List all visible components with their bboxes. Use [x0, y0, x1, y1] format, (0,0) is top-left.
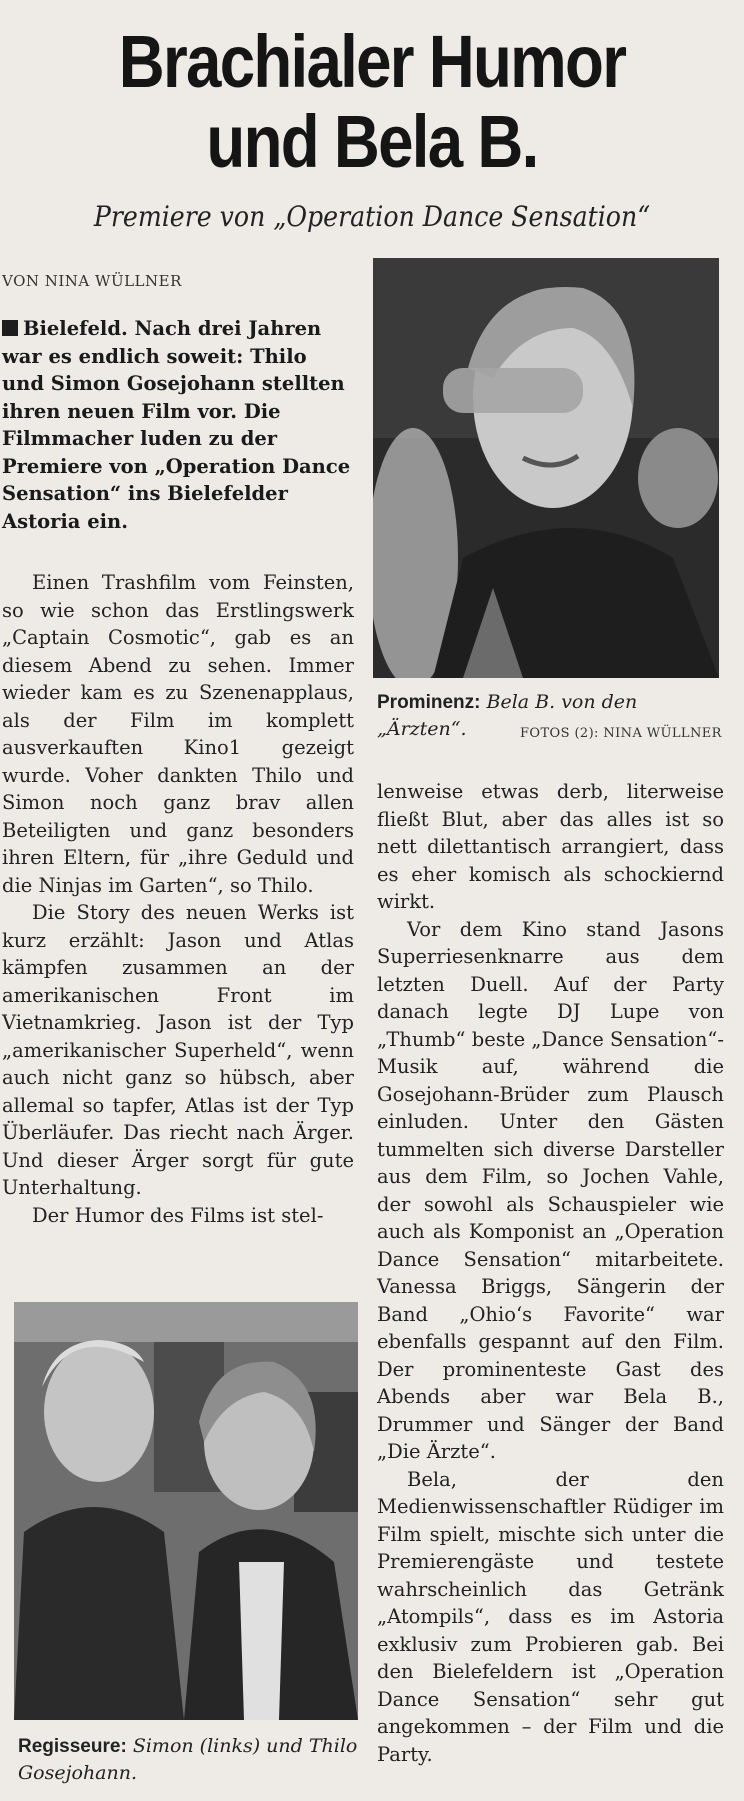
left-paragraph-2: Die Story des neuen Werks ist kurz erzählt: Jason und Atlas kämpfen zusammen an der amerikanischen Front im Vietnamkrieg. Jason ist der Typ „amerikanischer Superheld“, wenn auch nicht ganz so hübsch, aber allemal so tapfer, Atlas ist der Typ Überläufer. Das riecht nach Ärger. Und dieser Ärger sorgt für gute Unterhaltung. [2, 901, 354, 1199]
photo-bela-b [373, 258, 719, 678]
headline-line-2: und Bela B. [206, 100, 538, 183]
right-paragraph-1: lenweise etwas derb, literweise fließt Blut, aber das alles ist so nett dilettantisch arrangiert, dass es eher komisch als schockiernd wirkt. [377, 780, 724, 913]
caption-label: Regisseure: [18, 1736, 127, 1757]
left-paragraph-1: Einen Trashfilm vom Feinsten, so wie schon das Erstlingswerk „Captain Cosmotic“, gab es an diesem Abend zu sehen. Immer wieder kam es zu Szenenapplaus, als der Film im komplett ausverkauften Kino1 gezeigt wurde. Voher dankten Thilo und Simon noch ganz brav allen Beteiligten und ganz besonders ihren Eltern, für „ihre Geduld und die Ninjas im Garten“, so Thilo. [2, 571, 354, 897]
caption-text: Bela B. von den „Ärzten“. [377, 691, 638, 740]
left-column [2, 315, 354, 1229]
right-paragraph-3: Bela, der den Medienwissenschaftler Rüdiger im Film spielt, mischte sich unter die Premierengäste und testete wahrscheinlich das Getränk „Atompils“, dass es im Astoria exklusiv zum Probieren gab. Bei den Bielefeldern ist „Operation Dance Sensation“ sehr gut angekommen – der Film und die Party. [377, 1467, 724, 1766]
lead-bullet-icon [2, 320, 18, 336]
headline [52, 22, 692, 182]
right-column [377, 778, 724, 1768]
photo-credit: FOTOS (2): NINA WÜLLNER [520, 726, 722, 741]
byline: VON NINA WÜLLNER [2, 272, 182, 290]
headline-line-1: Brachialer Humor [118, 20, 626, 103]
photo-directors [14, 1302, 358, 1720]
caption-label: Prominenz: [377, 692, 481, 713]
subheadline: Premiere von „Operation Dance Sensation“ [93, 200, 651, 233]
right-paragraph-2: Vor dem Kino stand Jasons Superriesenknarre aus dem letzten Duell. Auf der Party danach legte DJ Lupe von „Thumb“ beste „Dance Sensation“-Musik auf, während die Gosejohann-Brüder zum Plausch einluden. Unter den Gästen tummelten sich diverse Darsteller aus dem Film, so Jochen Vahle, der sowohl als Schauspieler wie auch als Komponist an „Operation Dance Sensation“ mitarbeitete. Vanessa Briggs, Sängerin der Band „Ohio‘s Favorite“ war ebenfalls gespannt auf den Film. Der prominenteste Gast des Abends aber war Bela B., Drummer und Sänger der Band „Die Ärzte“. [377, 917, 724, 1463]
lead-paragraph [2, 315, 354, 535]
lead-text: Bielefeld. Nach drei Jahren war es endlich soweit: Thilo und Simon Gosejohann stellten ihren neuen Film vor. Die Filmmacher luden zu der Premiere von „Operation Dance Sensation“ ins Bielefelder Astoria ein. [2, 317, 351, 533]
photo-caption-bottom [18, 1733, 358, 1786]
caption-text: Simon (links) und Thilo Gosejohann. [18, 1735, 358, 1784]
left-paragraph-3: Der Humor des Films ist stel- [32, 1203, 324, 1227]
left-body [2, 569, 354, 1229]
